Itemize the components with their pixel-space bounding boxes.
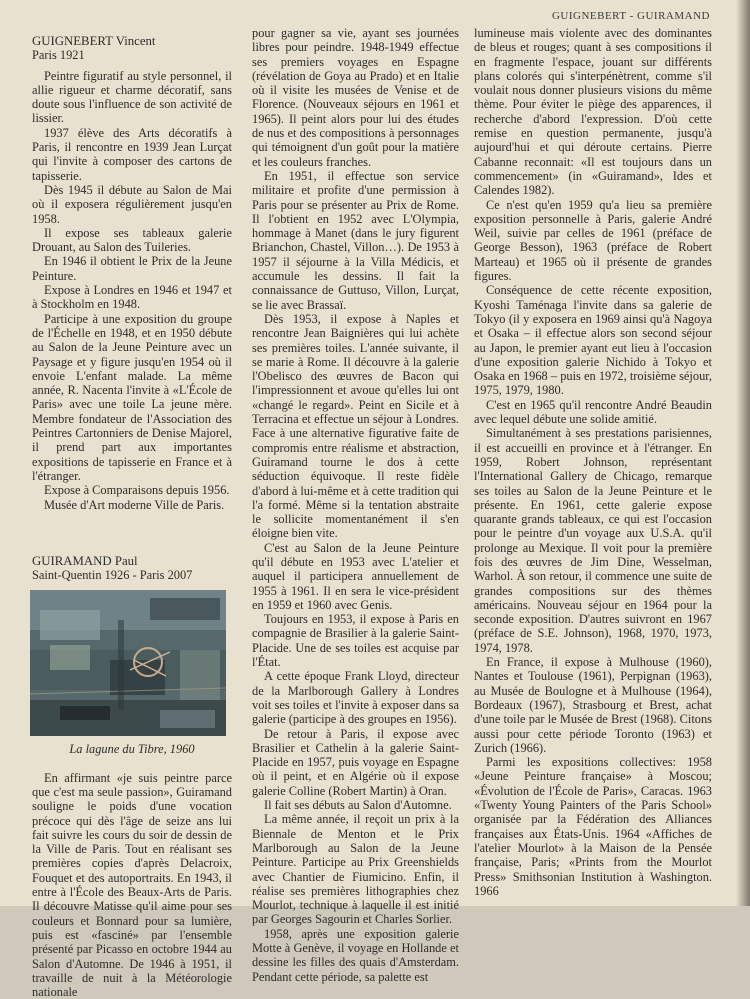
- paragraph: En France, il expose à Mulhouse (1960), Nantes et Toulouse (1961), Perpignan (1963), au Musée de Boulogne et à Mulhouse (1964), Bordeaux (1967), Strasbourg et Brest, achat d'une toile par le Musée de Brest (1968). Citons aussi pour cette période Toronto (1963) et Zurich (1966).: [474, 655, 712, 755]
- paragraph: lumineuse mais violente avec des dominantes de bleus et rouges; quant à ses compositions il en fragmente l'espace, jouant sur différents plans colorés qui s'interpénètrent, comme s'il voulait nous donner plusieurs visions du même thème. Pour éviter le piège des apparences, il recherche d'abord l'expression. D'où cette remise en question permanente, jusqu'à aujourd'hui et qui déroute certains. Pierre Cabanne reconnait: «Il est toujours dans un commencement» (in «Guiramand», Ides et Calendes 1982).: [474, 26, 712, 198]
- paragraph: 1937 élève des Arts décoratifs à Paris, il rencontre en 1939 Jean Lurçat qui l'invite à composer des cartons de tapisserie.: [32, 125, 232, 183]
- paragraph: C'est en 1965 qu'il rencontre André Beaudin avec lequel débute une solide amitié.: [474, 397, 712, 427]
- paragraph: De retour à Paris, il expose avec Brasilier et Cathelin à la galerie Saint-Placide en 1957, puis voyage en Espagne où il peint, et en Algérie où il expose galerie Colline (Robert Martin) à Oran.: [252, 726, 459, 798]
- paragraph: A cette époque Frank Lloyd, directeur de la Marlborough Gallery à Londres voit ses toiles et l'invite à exposer dans sa galerie (participe à des groupes en 1956).: [252, 669, 459, 727]
- painting-caption: La lagune du Tibre, 1960: [69, 742, 195, 757]
- page-edge-shadow: [736, 0, 750, 906]
- paragraph: pour gagner sa vie, ayant ses journées libres pour peindre. 1948-1949 effectue ses premiers voyages en Espagne (révélation de Goya au Prado) et en Italie où il visite les musées de Venise et de Florence. (Nouveaux séjours en 1961 et 1965). Il peint alors pour lui des études de nus et des compositions à personnages qui témoignent d'un goût pour la matière et les couleurs franches.: [252, 26, 459, 169]
- paragraph: En 1951, il effectue son service militaire et profite d'une permission à Paris pour se présenter au Prix de Rome. Il l'obtient en 1952 avec L'Olympia, hommage à Manet (dans le jury figurent Brianchon, Chastel, Villon…). De 1953 à 1957 il séjourne à la Villa Médicis, et accumule les dessins. Il fait la connaissance de Guttuso, Villon, Lurçat, se lie avec Brassaï.: [252, 168, 459, 312]
- paragraph: Parmi les expositions collectives: 1958 «Jeune Peinture française» à Moscou; «Évolution de l'École de Paris», Caracas. 1963 «Twenty Young Painters of the Paris School» organisée par la Fédération des Alliances françaises aux États-Unis. 1964 «Affiches de l'atelier Mourlot» à la Maison de la Pensée française, Paris; «Prints from the Mourlot Press» Smithsonian Institution à Washington. 1966: [474, 755, 712, 898]
- paragraph: Simultanément à ses prestations parisiennes, il est accueilli en province et à l'étranger. En 1959, Robert Johnson, représentant l'International Gallery de Chicago, remarque ses toiles au Salon de la Jeune Peinture et le présente. En 1961, cette galerie expose quarante grands tableaux, ce qui est l'occasion pour le peintre d'un voyage aux U.S.A. qu'il prolonge au Mexique. Il voit pour la première fois des œuvres de Jim Dine, Wesselman, Warhol. À son retour, il commence une suite de grandes compositions sur des thèmes américains. Nouveau séjour en 1964 pour la seconde exposition. D'autres suivront en 1967 (préface de S.E. Johnson), 1968, 1970, 1973, 1974, 1978.: [474, 426, 712, 655]
- entry-name-guignebert: GUIGNEBERT Vincent: [32, 34, 156, 48]
- paragraph: Il fait ses débuts au Salon d'Automne.: [264, 798, 452, 813]
- paragraph: Expose à Londres en 1946 et 1947 et à Stockholm en 1948.: [32, 283, 232, 312]
- entry-dates-guignebert: Paris 1921: [32, 48, 85, 63]
- painting-image: [30, 590, 226, 736]
- paragraph: 1958, après une exposition galerie Motte à Genève, il voyage en Hollande et dessine les filles des quais d'Amsterdam. Pendant cette période, sa palette est: [252, 926, 459, 984]
- paragraph: La même année, il reçoit un prix à la Biennale de Menton et le Prix Marlborough au Salon de la Jeune Peinture. Participe au Prix Greenshields avec Chantier de Fiumicino. Enfin, il réalise ses premières lithographies chez Mourlot, technique à laquelle il est initié par Georges Sagourin et Charles Sorlier.: [252, 812, 459, 927]
- paragraph: Musée d'Art moderne Ville de Paris.: [44, 497, 225, 512]
- column-3: [474, 26, 712, 898]
- column-2: [252, 26, 459, 984]
- paragraph: En affirmant «je suis peintre parce que c'est ma seule passion», Guiramand souligne le poids d'une vocation précoce qui dès l'âge de seize ans lui fait suivre les cours du soir de dessin de la Ville de Paris. Tout en réalisant ses premières copies d'après Delacroix, Fouquet et des autoportraits. En 1943, il entre à l'École des Beaux-Arts de Paris. Il découvre Matisse qu'il aime pour ses couleurs et Bonnard pour sa lumière, puis est «fasciné» par l'ensemble présenté par Picasso en octobre 1944 au Salon d'Automne. De 1946 à 1951, il travaille de nuit à la Météorologie nationale: [32, 770, 232, 999]
- paragraph: Expose à Comparaisons depuis 1956.: [44, 483, 230, 498]
- entry-dates-guiramand: Saint-Quentin 1926 - Paris 2007: [32, 568, 193, 583]
- paragraph: En 1946 il obtient le Prix de la Jeune Peinture.: [32, 254, 232, 283]
- paragraph: Dès 1945 il débute au Salon de Mai où il exposera régulièrement jusqu'en 1958.: [32, 182, 232, 226]
- running-head: GUIGNEBERT - GUIRAMAND: [551, 10, 710, 22]
- paragraph: Conséquence de cette récente exposition, Kyoshi Taménaga l'invite dans sa galerie de Tokyo (il y exposera en 1969 ainsi qu'à Nagoya et Osaka – il effectue alors son second séjour au Japon, le premier ayant eut lieu à l'occasion d'une exposition galerie Nichido à Tokyo et Osaka en 1968 – puis en 1972, troisième séjour, 1975, 1979, 1980.: [474, 283, 712, 398]
- entry-name-guiramand: GUIRAMAND Paul: [32, 553, 138, 568]
- paragraph: Dès 1953, il expose à Naples et rencontre Jean Baignières qui lui achète ses premières toiles. L'année suivante, il se marie à Rome. Il découvre à la galerie l'Obelisco des œuvres de Bacon qui l'impressionnent et avoue qu'elles lui ont «changé le regard». Peint en Sicile et à Terracina et effectue un séjour à Londres. Face à une alternative figurative faite de compromis entre réalisme et abstraction, Guiramand tourne le dos à cette séduction équivoque. Il reste fidèle d'abord à lui-même et à cette tradition qui l'a formé. Même si la tentation abstraite le sollicite momentanément il s'en éloigne bien vite.: [252, 311, 459, 541]
- paragraph: Peintre figuratif au style personnel, il allie rigueur et charme décoratif, sans doute sous l'influence de son activité de lissier.: [32, 68, 232, 126]
- paragraph: C'est au Salon de la Jeune Peinture qu'il débute en 1953 avec L'atelier et auquel il participera annuellement de 1955 à 1961. Il en sera le vice-président en 1959 et 1960 avec Genis.: [252, 540, 459, 612]
- paragraph: Il expose ses tableaux galerie Drouant, au Salon des Tuileries.: [32, 225, 232, 255]
- column-1: [32, 30, 232, 999]
- paragraph: Toujours en 1953, il expose à Paris en compagnie de Brasilier à la galerie Saint-Placide. Une de ses toiles est acquise par l'État.: [252, 612, 459, 670]
- paragraph: Participe à une exposition du groupe de l'Échelle en 1948, et en 1950 débute au Salon de la Jeune Peinture avec un Paysage et y figure jusqu'en 1954 où il envoie L'enfant malade. La même année, R. Nacenta l'invite à «L'École de Paris» avec une toile La jeune mère. Membre fondateur de l'Association des Peintres Cartonniers de Denise Majorel, il prend part aux importantes expositions de tapisserie en France et à l'étranger.: [32, 311, 232, 483]
- paragraph: Ce n'est qu'en 1959 qu'a lieu sa première exposition personnelle à Paris, galerie André Weil, suivie par celles de 1961 (préface de George Besson), 1963 (préface de Robert Marteau) et 1965 où il présente de grandes figures.: [474, 197, 712, 284]
